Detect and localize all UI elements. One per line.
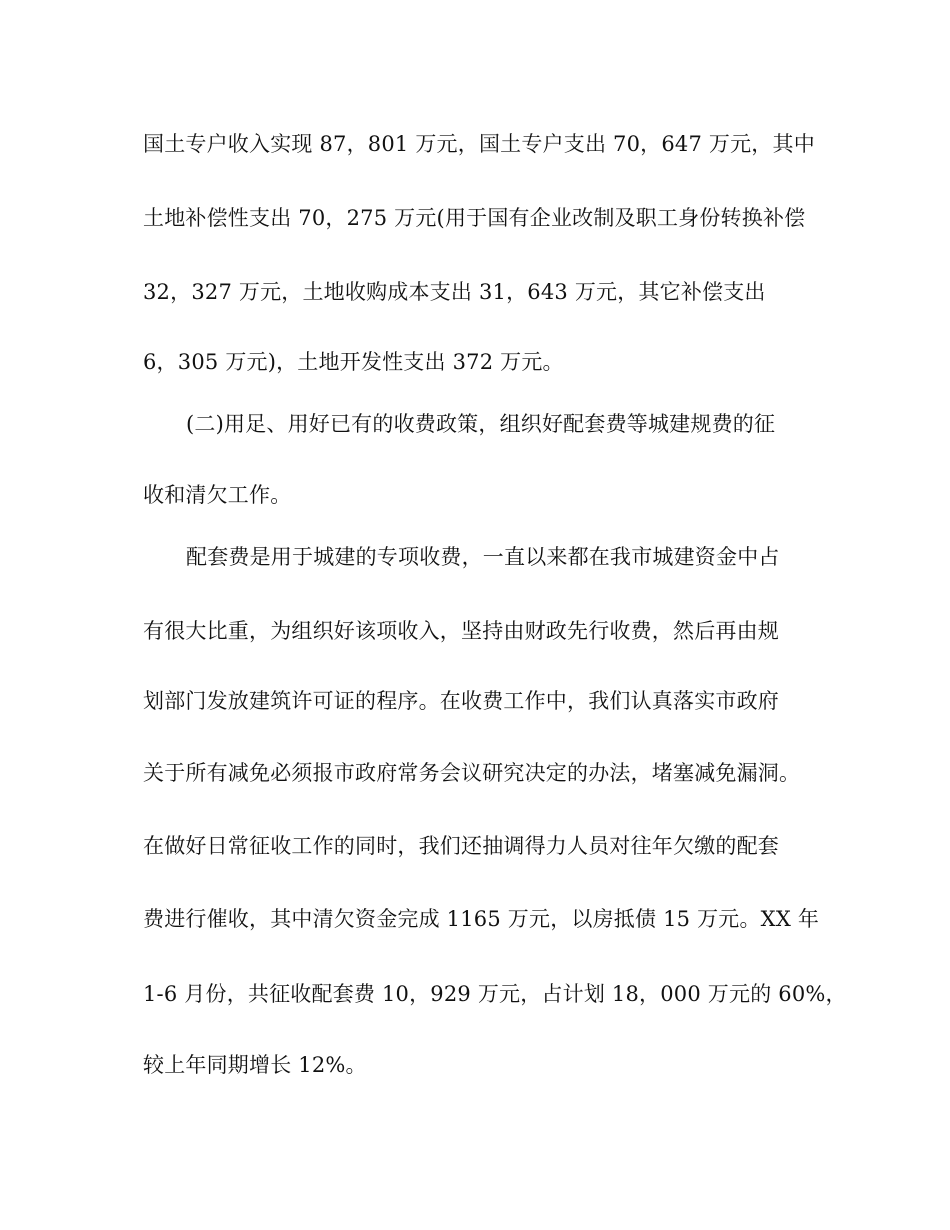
text-line: 国土专户收入实现 87，801 万元，国土专户支出 70，647 万元，其中 <box>143 132 815 156</box>
text-line: 6，305 万元)，土地开发性支出 372 万元。 <box>143 350 564 374</box>
section-heading-line: (二)用足、用好已有的收费政策，组织好配套费等城建规费的征 <box>186 412 776 436</box>
text-line: 土地补偿性支出 70，275 万元(用于国有企业改制及职工身份转换补偿 <box>143 206 806 230</box>
text-line: 1-6 月份，共征收配套费 10，929 万元，占计划 18，000 万元的 60%， <box>143 982 847 1006</box>
section-heading-line: 收和清欠工作。 <box>143 483 292 507</box>
text-line: 32，327 万元，土地收购成本支出 31，643 万元，其它补偿支出 <box>143 280 766 304</box>
paragraph-first-line: 配套费是用于城建的专项收费，一直以来都在我市城建资金中占 <box>186 545 780 569</box>
text-line: 费进行催收，其中清欠资金完成 1165 万元，以房抵债 15 万元。XX 年 <box>143 907 820 931</box>
text-line: 较上年同期增长 12%。 <box>143 1053 367 1077</box>
text-line: 在做好日常征收工作的同时，我们还抽调得力人员对往年欠缴的配套 <box>143 834 779 858</box>
text-line: 划部门发放建筑许可证的程序。在收费工作中，我们认真落实市政府 <box>143 689 779 713</box>
text-line: 有很大比重，为组织好该项收入，坚持由财政先行收费，然后再由规 <box>143 619 779 643</box>
text-line: 关于所有减免必须报市政府常务会议研究决定的办法，堵塞减免漏洞。 <box>143 761 801 785</box>
